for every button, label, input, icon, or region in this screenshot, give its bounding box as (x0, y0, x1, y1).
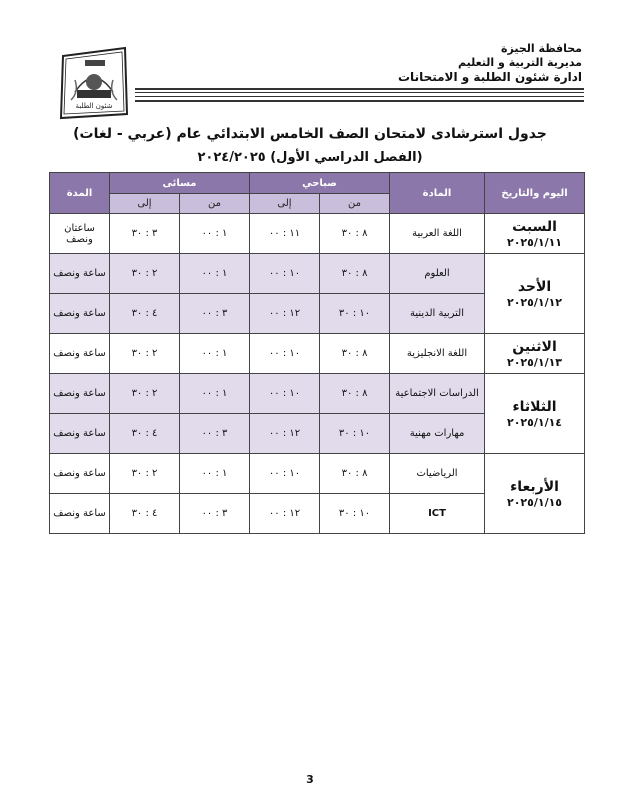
subject-cell: الرياضيات (390, 454, 485, 494)
department-line: ادارة شئون الطلبة و الامتحانات (398, 70, 582, 84)
morning-to-cell: ١٢ : ٠٠ (250, 494, 320, 534)
table-row (50, 454, 585, 494)
header-day: اليوم والتاريخ (485, 173, 585, 214)
morning-from-cell: ١٠ : ٣٠ (320, 414, 390, 454)
duration-cell: ساعة ونصف (50, 254, 110, 294)
evening-from-cell: ١ : ٠٠ (180, 374, 250, 414)
duration-cell: ساعة ونصف (50, 334, 110, 374)
evening-to-cell: ٢ : ٣٠ (110, 334, 180, 374)
subject-cell: التربية الدينية (390, 294, 485, 334)
day-name: الأربعاء (510, 478, 559, 495)
day-cell (485, 214, 585, 254)
exam-schedule-table (49, 172, 585, 534)
duration-cell: ساعة ونصف (50, 294, 110, 334)
header-subject: المادة (390, 173, 485, 214)
day-cell (485, 334, 585, 374)
evening-from-cell: ٣ : ٠٠ (180, 494, 250, 534)
evening-to-cell: ٤ : ٣٠ (110, 494, 180, 534)
duration-cell: ساعة ونصف (50, 414, 110, 454)
duration-cell: ساعة ونصف (50, 454, 110, 494)
header-evening-from: من (180, 194, 250, 214)
morning-from-cell: ٨ : ٣٠ (320, 334, 390, 374)
evening-to-cell: ٤ : ٣٠ (110, 294, 180, 334)
header-rule (135, 100, 584, 102)
day-date: ٢٠٢٥/١/١٢ (506, 295, 563, 309)
table-row (50, 374, 585, 414)
evening-to-cell: ٢ : ٣٠ (110, 254, 180, 294)
day-name: السبت (512, 218, 557, 235)
svg-text:شئون الطلبة: شئون الطلبة (75, 102, 113, 110)
morning-from-cell: ٨ : ٣٠ (320, 374, 390, 414)
header-rule-thin (135, 96, 584, 97)
header-morning: صباحي (250, 173, 390, 194)
morning-to-cell: ١٢ : ٠٠ (250, 294, 320, 334)
day-date: ٢٠٢٥/١/١٤ (506, 415, 563, 429)
header-evening-to: إلى (110, 194, 180, 214)
evening-from-cell: ٣ : ٠٠ (180, 414, 250, 454)
morning-to-cell: ١١ : ٠٠ (250, 214, 320, 254)
morning-from-cell: ٨ : ٣٠ (320, 254, 390, 294)
evening-from-cell: ١ : ٠٠ (180, 254, 250, 294)
header-morning-from: من (320, 194, 390, 214)
evening-to-cell: ٢ : ٣٠ (110, 454, 180, 494)
day-name: الثلاثاء (512, 398, 557, 415)
morning-to-cell: ١٠ : ٠٠ (250, 374, 320, 414)
subject-cell: ICT (390, 494, 485, 534)
day-date: ٢٠٢٥/١/١١ (506, 235, 563, 249)
morning-to-cell: ١٠ : ٠٠ (250, 454, 320, 494)
morning-from-cell: ٨ : ٣٠ (320, 214, 390, 254)
header-duration: المدة (50, 173, 110, 214)
day-name: الاثنين (512, 338, 557, 355)
morning-to-cell: ١٠ : ٠٠ (250, 334, 320, 374)
evening-from-cell: ١ : ٠٠ (180, 214, 250, 254)
table-row (50, 214, 585, 254)
day-name: الأحد (517, 278, 552, 295)
directorate-line: مديرية التربية و التعليم (458, 56, 582, 69)
governorate-line: محافظة الجيزة (501, 42, 582, 55)
duration-cell: ساعة ونصف (50, 494, 110, 534)
morning-from-cell: ٨ : ٣٠ (320, 454, 390, 494)
header-evening: مسائى (110, 173, 250, 194)
evening-from-cell: ١ : ٠٠ (180, 334, 250, 374)
morning-to-cell: ١٢ : ٠٠ (250, 414, 320, 454)
authority-header (398, 42, 582, 84)
subject-cell: العلوم (390, 254, 485, 294)
morning-from-cell: ١٠ : ٣٠ (320, 494, 390, 534)
duration-cell: ساعتان ونصف (50, 214, 110, 254)
evening-to-cell: ٢ : ٣٠ (110, 374, 180, 414)
day-date: ٢٠٢٥/١/١٥ (506, 495, 563, 509)
header-rule (135, 88, 584, 90)
subject-cell: اللغة العربية (390, 214, 485, 254)
schedule-title: جدول استرشادى لامتحان الصف الخامس الابتدائي عام (عربي - لغات) (73, 126, 547, 142)
morning-from-cell: ١٠ : ٣٠ (320, 294, 390, 334)
semester-title: (الفصل الدراسي الأول) ٢٠٢٤/٢٠٢٥ (197, 150, 423, 165)
subject-cell: الدراسات الاجتماعية (390, 374, 485, 414)
header-rule-thin (135, 92, 584, 93)
table-row (50, 254, 585, 294)
department-logo (55, 42, 133, 122)
page-number: 3 (306, 773, 314, 786)
subject-cell: مهارات مهنية (390, 414, 485, 454)
evening-to-cell: ٤ : ٣٠ (110, 414, 180, 454)
table-row (50, 334, 585, 374)
morning-to-cell: ١٠ : ٠٠ (250, 254, 320, 294)
day-cell (485, 374, 585, 454)
evening-to-cell: ٣ : ٣٠ (110, 214, 180, 254)
day-date: ٢٠٢٥/١/١٣ (506, 355, 563, 369)
day-cell (485, 254, 585, 334)
subject-cell: اللغة الانجليزية (390, 334, 485, 374)
duration-cell: ساعة ونصف (50, 374, 110, 414)
header-morning-to: إلى (250, 194, 320, 214)
day-cell (485, 454, 585, 534)
evening-from-cell: ٣ : ٠٠ (180, 294, 250, 334)
evening-from-cell: ١ : ٠٠ (180, 454, 250, 494)
